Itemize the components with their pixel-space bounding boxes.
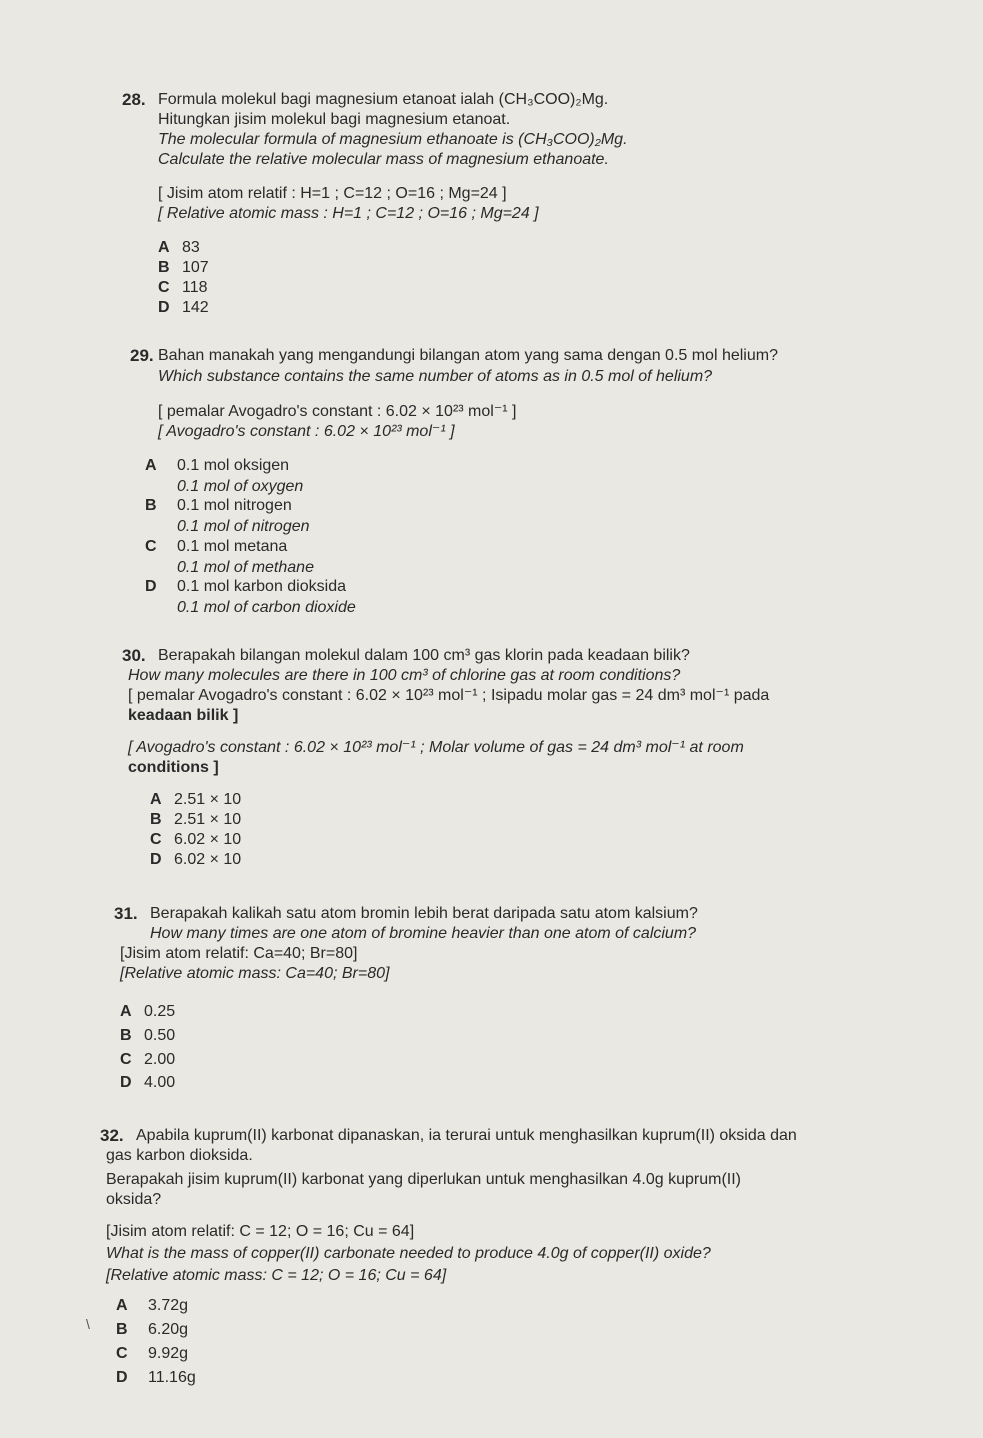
option-c-en: 0.1 mol of methane [177,559,314,576]
question-text-en: Which substance contains the same number of atoms as in 0.5 mol of helium? [158,368,713,385]
option-text: 2.00 [144,1051,176,1068]
option-text: 0.1 mol oksigen [177,457,290,474]
option-text: 4.00 [144,1074,176,1091]
option-text: 11.16g [148,1369,196,1386]
question-text-ms: Apabila kuprum(II) karbonat dipanaskan, ia terurai untuk menghasilkan kuprum(II) oksida dan [136,1127,797,1144]
question-number: 30. [122,646,146,665]
option-c[interactable] [150,830,241,850]
option-letter: A [158,239,170,256]
option-a[interactable] [116,1296,188,1316]
option-b[interactable] [145,496,292,516]
option-text: 2.51 × 10 [174,811,242,828]
option-text: 6.20g [148,1321,189,1338]
option-text: 9.92g [148,1345,189,1362]
option-text: 0.25 [144,1003,176,1020]
question-instruction-ms: Berapakah jisim kuprum(II) karbonat yang diperlukan untuk menghasilkan 4.0g kuprum(II) [106,1171,741,1188]
question-number: 32. [100,1126,124,1145]
option-b[interactable] [116,1320,188,1340]
option-letter: D [116,1369,128,1386]
option-a-en: 0.1 mol of oxygen [177,478,304,495]
option-letter: D [150,851,162,868]
data-note-en: [ Avogadro's constant : 6.02 × 10²³ mol⁻¹ ] [158,423,455,440]
option-text: 2.51 × 10 [174,791,242,808]
question-text-ms: Formula molekul bagi magnesium etanoat ialah (CH₃COO)₂Mg. [158,91,609,108]
data-note-ms: [ pemalar Avogadro's constant : 6.02 × 10²³ mol⁻¹ ; Isipadu molar gas = 24 dm³ mol⁻¹ pada [128,687,770,704]
option-letter: D [158,299,170,316]
question-number: 31. [114,904,138,923]
option-letter: B [150,811,162,828]
option-text: 107 [182,259,209,276]
option-b[interactable] [120,1026,175,1046]
option-c[interactable] [145,537,287,557]
data-note-ms: [ pemalar Avogadro's constant : 6.02 × 10²³ mol⁻¹ ] [158,403,517,420]
option-d[interactable] [116,1368,196,1388]
question-text-ms: Bahan manakah yang mengandungi bilangan atom yang sama dengan 0.5 mol helium? [158,347,778,364]
question-instruction-en: Calculate the relative molecular mass of magnesium ethanoate. [158,151,609,168]
option-a[interactable] [145,456,289,476]
data-note-ms: [Jisim atom relatif: C = 12; O = 16; Cu = 64] [106,1223,415,1240]
option-b[interactable] [150,810,241,830]
option-text: 0.1 mol metana [177,538,288,555]
option-c[interactable] [120,1050,175,1070]
question-text-ms-cont: gas karbon dioksida. [106,1147,253,1164]
pen-mark: \ [86,1316,90,1332]
option-letter: B [116,1321,128,1338]
option-text: 0.1 mol nitrogen [177,497,292,514]
option-letter: D [120,1074,132,1091]
option-letter: A [150,791,162,808]
data-note-en-cont: conditions ] [128,759,219,776]
data-note-ms: [ Jisim atom relatif : H=1 ; C=12 ; O=16 ; Mg=24 ] [158,185,507,202]
option-text: 83 [182,239,200,256]
question-instruction-ms-cont: oksida? [106,1191,162,1208]
option-letter: C [116,1345,128,1362]
option-a[interactable] [150,790,241,810]
option-letter: C [150,831,162,848]
option-letter: C [120,1051,132,1068]
option-a[interactable] [120,1002,175,1022]
option-text: 118 [182,279,208,296]
option-d[interactable] [150,850,241,870]
option-text: 6.02 × 10 [174,831,242,848]
option-letter: A [120,1003,132,1020]
option-c[interactable] [116,1344,188,1364]
question-text-en: How many molecules are there in 100 cm³ of chlorine gas at room conditions? [128,667,681,684]
question-instruction-ms: Hitungkan jisim molekul bagi magnesium etanoat. [158,111,511,128]
option-letter: D [145,578,157,595]
option-d[interactable] [145,577,346,597]
option-text: 6.02 × 10 [174,851,242,868]
option-text: 3.72g [148,1297,189,1314]
question-text-en: What is the mass of copper(II) carbonate needed to produce 4.0g of copper(II) oxide? [106,1245,711,1262]
question-text-ms: Berapakah bilangan molekul dalam 100 cm³ gas klorin pada keadaan bilik? [158,647,690,664]
option-a[interactable] [158,238,200,258]
option-letter: B [145,497,157,514]
option-letter: C [145,538,157,555]
question-text-ms: Berapakah kalikah satu atom bromin lebih berat daripada satu atom kalsium? [150,905,698,922]
question-number: 29. [130,346,154,365]
data-note-ms-cont: keadaan bilik ] [128,707,239,724]
option-b-en: 0.1 mol of nitrogen [177,518,310,535]
option-letter: B [120,1027,132,1044]
option-text: 142 [182,299,209,316]
question-number: 28. [122,90,146,109]
option-letter: A [145,457,157,474]
data-note-en: [Relative atomic mass: C = 12; O = 16; Cu = 64] [106,1267,447,1284]
option-text: 0.1 mol karbon dioksida [177,578,346,595]
question-text-en: The molecular formula of magnesium ethanoate is (CH₃COO)₂Mg. [158,131,628,148]
question-text-en: How many times are one atom of bromine heavier than one atom of calcium? [150,925,697,942]
option-letter: B [158,259,170,276]
option-letter: A [116,1297,128,1314]
option-d[interactable] [158,298,209,318]
option-letter: C [158,279,170,296]
data-note-en: [ Relative atomic mass : H=1 ; C=12 ; O=16 ; Mg=24 ] [158,205,539,222]
option-c[interactable] [158,278,208,298]
data-note-en: [Relative atomic mass: Ca=40; Br=80] [120,965,390,982]
option-b[interactable] [158,258,209,278]
option-d-en: 0.1 mol of carbon dioxide [177,599,356,616]
option-d[interactable] [120,1073,175,1093]
option-text: 0.50 [144,1027,176,1044]
data-note-ms: [Jisim atom relatif: Ca=40; Br=80] [120,945,358,962]
data-note-en: [ Avogadro's constant : 6.02 × 10²³ mol⁻¹ ; Molar volume of gas = 24 dm³ mol⁻¹ at room [128,739,744,756]
